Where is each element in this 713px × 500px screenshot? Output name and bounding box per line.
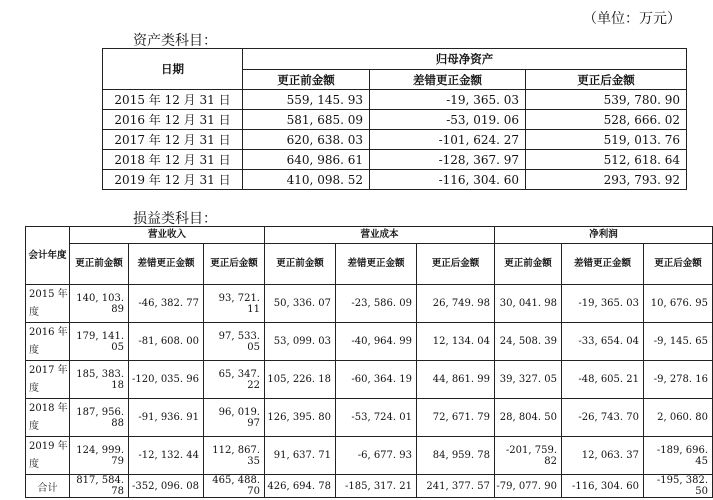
date-cell: 2016 年 12 月 31 日 [103,110,243,130]
total-revenue-after-cell: 465, 488. 70 [204,475,265,498]
profit-after-cell: -9, 145. 65 [644,323,713,361]
table-row [103,90,687,110]
profit-error-cell: -19, 365. 03 [562,285,644,323]
cost-after-cell: 26, 749. 98 [417,285,495,323]
cost-error-cell: -60, 364. 19 [336,361,417,399]
net-assets-group-header: 归母净资产 [243,49,687,70]
total-label: 合计 [26,475,70,498]
revenue-after-header: 更正后金额 [204,244,265,285]
revenue-group-header: 营业收入 [70,227,265,244]
cost-after-header: 更正后金额 [417,244,495,285]
cost-before-cell: 53, 099. 03 [265,323,336,361]
cost-after-cell: 44, 861. 99 [417,361,495,399]
revenue-after-cell: 93, 721. 11 [204,285,265,323]
total-revenue-error-cell: -352, 096. 08 [129,475,204,498]
cost-error-cell: -23, 586. 09 [336,285,417,323]
cost-after-cell: 12, 134. 04 [417,323,495,361]
table-row [26,323,713,361]
after-cell: 539, 780. 90 [526,90,687,110]
assets-heading: 资产类科目： [133,33,217,49]
cost-after-cell: 72, 671. 79 [417,399,495,437]
year-cell: 2018 年度 [26,399,70,437]
profit-error-cell: -33, 654. 04 [562,323,644,361]
cost-error-cell: -40, 964. 99 [336,323,417,361]
table-row [26,437,713,475]
profit-error-header: 差错更正金额 [562,244,644,285]
table-row [103,150,687,170]
cost-error-cell: -6, 677. 93 [336,437,417,475]
revenue-error-cell: -120, 035. 96 [129,361,204,399]
income-heading: 损益类科目： [133,211,217,227]
cost-after-cell: 84, 959. 78 [417,437,495,475]
before-cell: 620, 638. 03 [243,130,370,150]
year-cell: 2016 年度 [26,323,70,361]
profit-before-cell: -201, 759. 82 [495,437,562,475]
profit-before-cell: 28, 804. 50 [495,399,562,437]
col-date-header: 日期 [103,49,243,90]
date-cell: 2017 年 12 月 31 日 [103,130,243,150]
profit-after-cell: -9, 278. 16 [644,361,713,399]
error-cell: -116, 304. 60 [370,170,526,190]
after-cell: 293, 793. 92 [526,170,687,190]
date-cell: 2018 年 12 月 31 日 [103,150,243,170]
cost-error-header: 差错更正金额 [336,244,417,285]
profit-before-cell: 24, 508. 39 [495,323,562,361]
profit-error-cell: 12, 063. 37 [562,437,644,475]
date-cell: 2019 年 12 月 31 日 [103,170,243,190]
revenue-before-cell: 185, 383. 18 [70,361,129,399]
total-profit-before-cell: -79, 077. 90 [495,475,562,498]
year-cell: 2015 年度 [26,285,70,323]
col-before-header: 更正前金额 [243,70,370,90]
total-cost-before-cell: 426, 694. 78 [265,475,336,498]
profit-before-cell: 30, 041. 98 [495,285,562,323]
revenue-after-cell: 96, 019. 97 [204,399,265,437]
revenue-before-header: 更正前金额 [70,244,129,285]
before-cell: 559, 145. 93 [243,90,370,110]
before-cell: 410, 098. 52 [243,170,370,190]
unit-label: （单位：万元） [583,11,681,27]
cost-before-cell: 91, 637. 71 [265,437,336,475]
revenue-error-cell: -81, 608. 00 [129,323,204,361]
error-cell: -128, 367. 97 [370,150,526,170]
after-cell: 519, 013. 76 [526,130,687,150]
cost-before-cell: 50, 336. 07 [265,285,336,323]
total-profit-error-cell: -116, 304. 60 [562,475,644,498]
cost-group-header: 营业成本 [265,227,495,244]
revenue-before-cell: 187, 956. 88 [70,399,129,437]
revenue-before-cell: 179, 141. 05 [70,323,129,361]
after-cell: 528, 666. 02 [526,110,687,130]
year-cell: 2019 年度 [26,437,70,475]
year-cell: 2017 年度 [26,361,70,399]
revenue-error-cell: -46, 382. 77 [129,285,204,323]
profit-after-cell: -189, 696. 45 [644,437,713,475]
profit-error-cell: -26, 743. 70 [562,399,644,437]
before-cell: 640, 986. 61 [243,150,370,170]
profit-after-cell: 2, 060. 80 [644,399,713,437]
table-row [26,361,713,399]
revenue-after-cell: 65, 347. 22 [204,361,265,399]
total-row [26,475,713,498]
cost-before-cell: 126, 395. 80 [265,399,336,437]
error-cell: -19, 365. 03 [370,90,526,110]
table-row [26,399,713,437]
total-profit-after-cell: -195, 382. 50 [644,475,713,498]
after-cell: 512, 618. 64 [526,150,687,170]
col-after-header: 更正后金额 [526,70,687,90]
revenue-error-cell: -12, 132. 44 [129,437,204,475]
assets-table [102,48,687,190]
table-row [103,110,687,130]
revenue-before-cell: 140, 103. 89 [70,285,129,323]
date-cell: 2015 年 12 月 31 日 [103,90,243,110]
profit-before-cell: 39, 327. 05 [495,361,562,399]
revenue-before-cell: 124, 999. 79 [70,437,129,475]
cost-before-header: 更正前金额 [265,244,336,285]
cost-error-cell: -53, 724. 01 [336,399,417,437]
cost-before-cell: 105, 226. 18 [265,361,336,399]
error-cell: -101, 624. 27 [370,130,526,150]
error-cell: -53, 019. 06 [370,110,526,130]
revenue-error-header: 差错更正金额 [129,244,204,285]
col-error-header: 差错更正金额 [370,70,526,90]
total-cost-after-cell: 241, 377. 57 [417,475,495,498]
table-row [26,285,713,323]
profit-after-cell: 10, 676. 95 [644,285,713,323]
profit-error-cell: -48, 605. 21 [562,361,644,399]
table-row [103,130,687,150]
table-row [103,170,687,190]
income-table [25,226,713,498]
revenue-after-cell: 112, 867. 35 [204,437,265,475]
revenue-error-cell: -91, 936. 91 [129,399,204,437]
profit-after-header: 更正后金额 [644,244,713,285]
total-revenue-before-cell: 817, 584. 78 [70,475,129,498]
profit-before-header: 更正前金额 [495,244,562,285]
revenue-after-cell: 97, 533. 05 [204,323,265,361]
profit-group-header: 净利润 [495,227,713,244]
before-cell: 581, 685. 09 [243,110,370,130]
col-year-header: 会计年度 [26,227,70,285]
total-cost-error-cell: -185, 317. 21 [336,475,417,498]
